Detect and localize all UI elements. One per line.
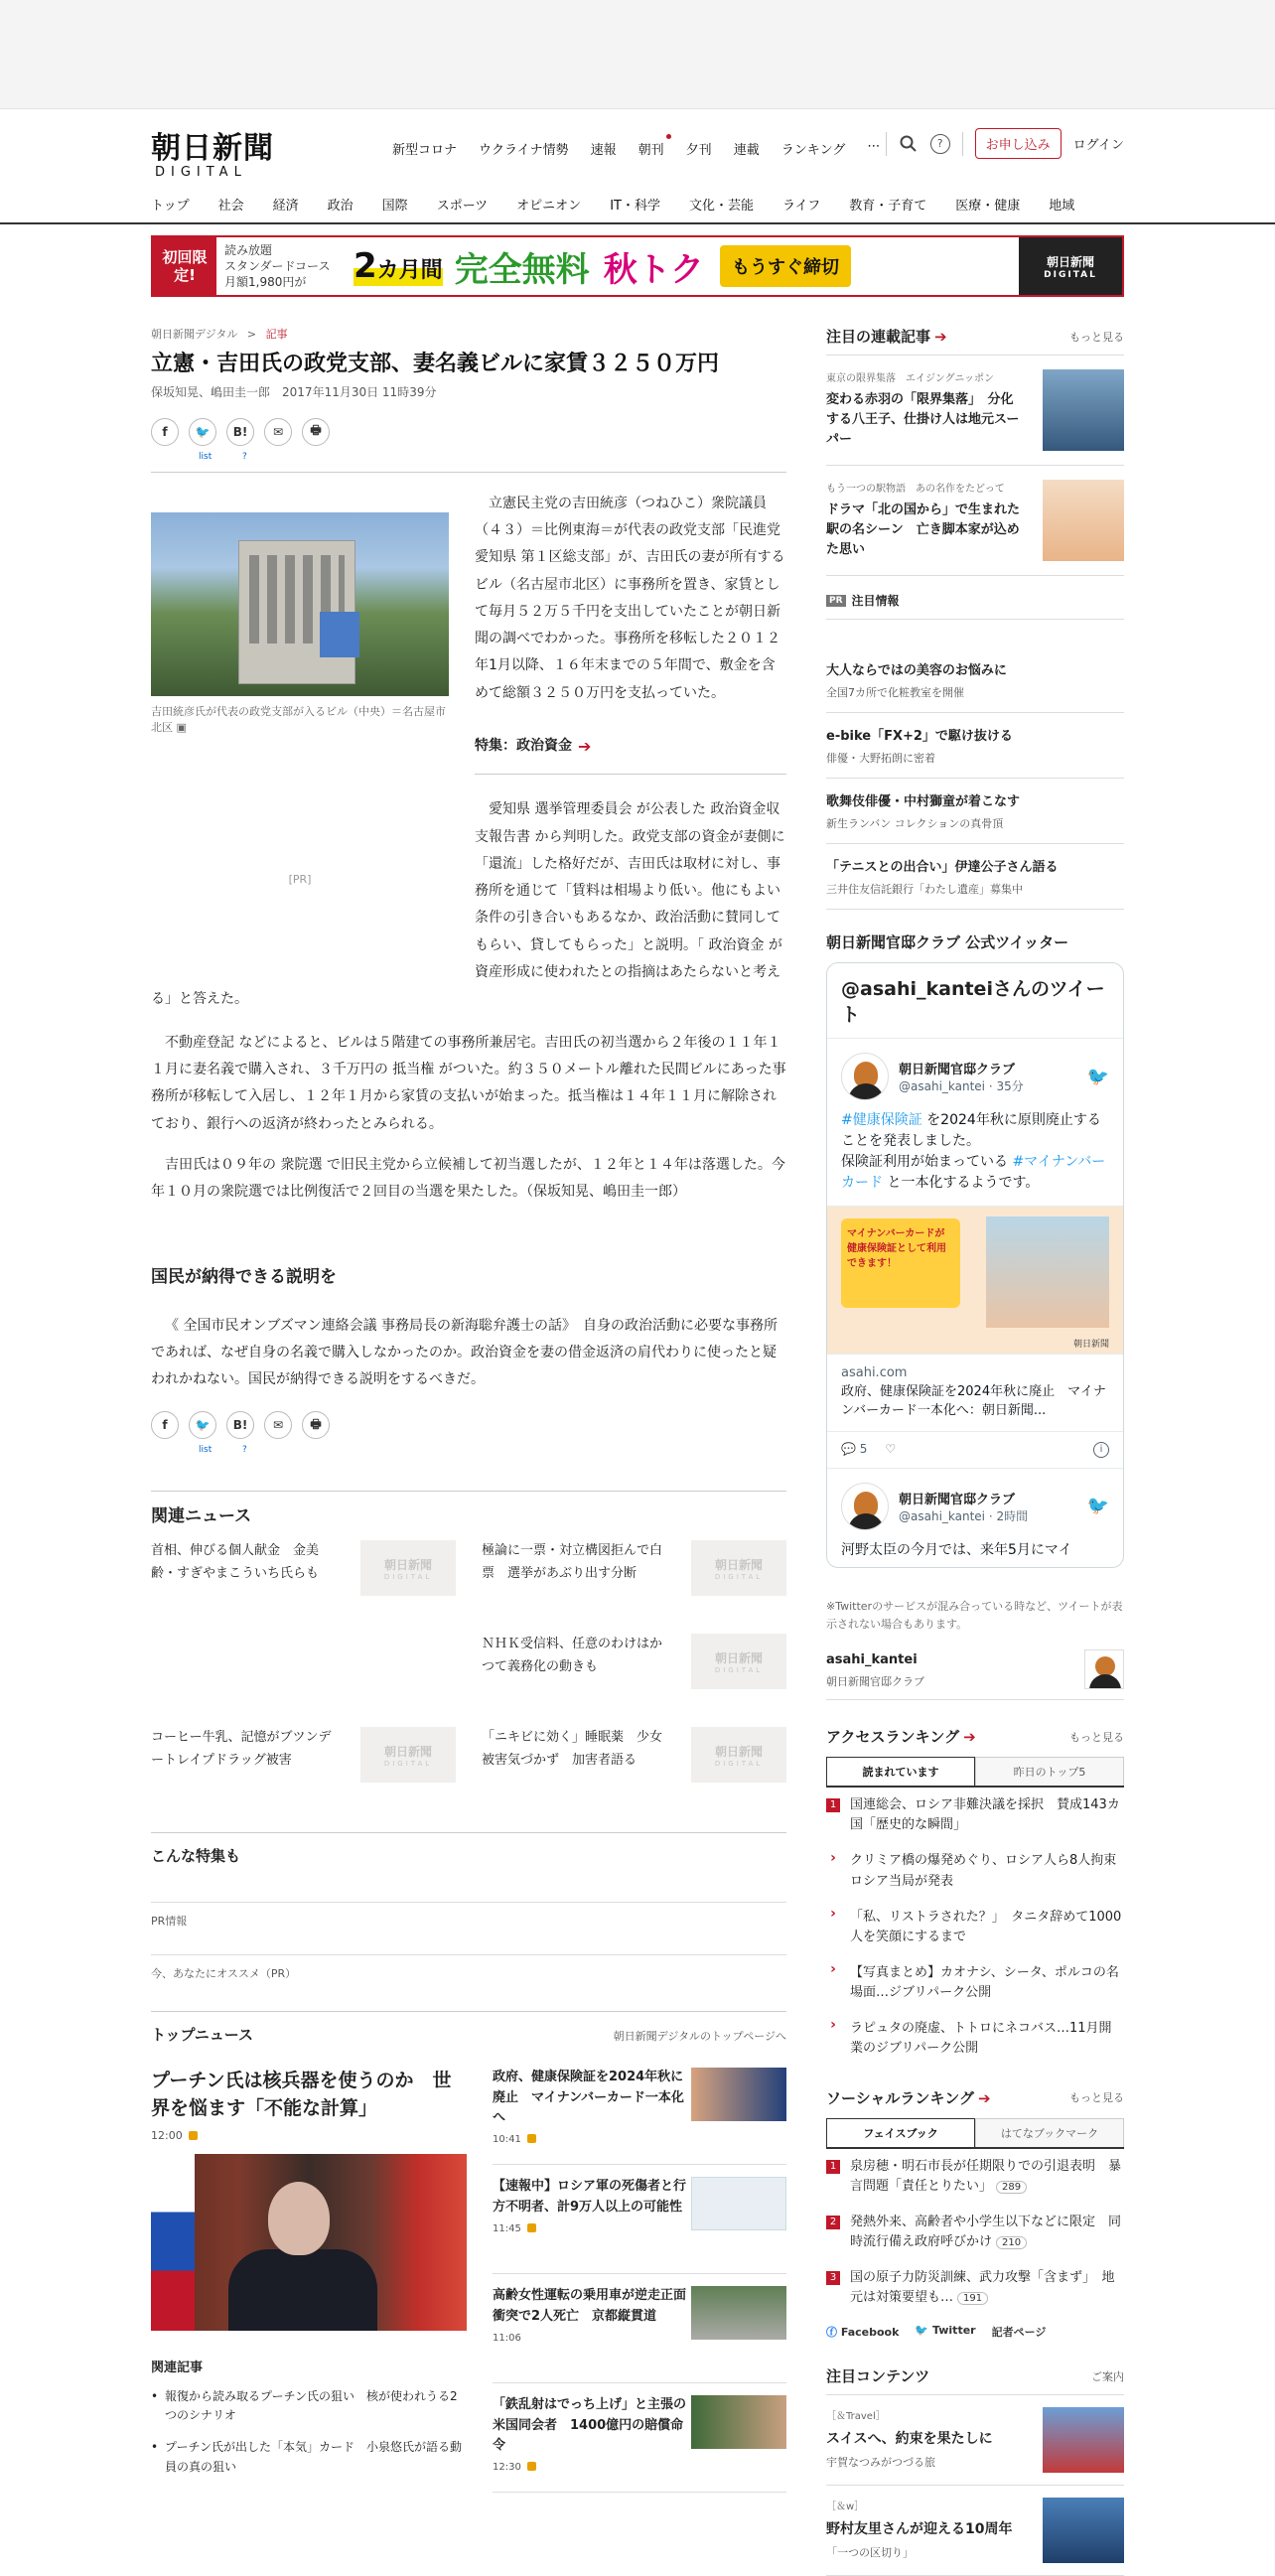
section-heading: 国民が納得できる説明を <box>151 1267 337 1288</box>
featured-item[interactable] <box>826 2486 1124 2576</box>
account-handle: asahi_kantei <box>826 1652 918 1668</box>
logo-en: DIGITAL <box>155 165 247 180</box>
ranking-item[interactable] <box>826 2011 1124 2067</box>
series-thumb <box>1043 369 1124 451</box>
related-item-title: 極論に一票・対立構図拒んで白票 選挙があぶり出す分断 <box>482 1543 663 1581</box>
paragraph: 不動産登記 などによると、ビルは５階建ての事務所兼居宅。吉田氏の初当選から２年後の１１年１１月に妻名義で購入され、３千万円の 抵当権 がついた。約３５０メートル離れた民間ビルにあった事務所が移転して入居し、１２年１月から家賃の支払いが始まった。抵当権は１４年１１月に解除されており、銀行への返済が終わったとみられる。 <box>151 1034 786 1132</box>
nav-yukan[interactable]: 夕刊 <box>685 143 712 158</box>
featured-kicker: ［＆w］ <box>826 2502 865 2513</box>
ranking-item[interactable] <box>826 1955 1124 2011</box>
rank-text: 「私、リストラされた？」 タニタ辞めて1000人を笑顔にするまで <box>850 1909 1122 1944</box>
thumb-placeholder <box>691 1540 786 1596</box>
share-count: 210 <box>996 2236 1027 2249</box>
series-title-text: ドラマ「北の国から」で生まれた駅の名シーン 亡き脚本家が込めた思い <box>826 502 1021 558</box>
mail-icon[interactable]: ✉ <box>264 418 292 446</box>
series-header <box>826 326 1124 356</box>
access-ranking <box>826 1726 1130 2067</box>
arrow-right-icon: › <box>830 1849 836 1866</box>
pr-item-title: e-bike「FX+2」で駆け抜ける <box>826 729 1013 744</box>
featured-thumb <box>1043 2498 1124 2563</box>
paragraph: 吉田氏は０９年の 衆院選 で旧民主党から立候補して初当選したが、１２年と１４年は落選した。今年１０月の衆院選では比例復活で２回目の当選を果たした。（保坂知晃、嶋田圭一郎） <box>151 1156 785 1201</box>
tweet-handle: @asahi_kantei · 2時間 <box>899 1508 1029 1523</box>
tweet-text-part: 保険証利用が始まっている <box>841 1154 1013 1171</box>
tab-yesterday-top5[interactable]: 昨日のトップ5 <box>975 1757 1124 1786</box>
share-count: 191 <box>957 2292 988 2305</box>
nav-choukan[interactable]: 朝刊 <box>638 139 664 158</box>
twitter-icon[interactable]: 🐦 <box>189 1411 216 1439</box>
gnav-item[interactable]: 社会 <box>217 199 244 214</box>
series-kicker: もう一つの駅物語 あの名作をたどって <box>826 484 1005 495</box>
list-link[interactable]: list <box>199 451 212 462</box>
article-photo[interactable] <box>151 512 449 736</box>
konna-title: こんな特集も <box>151 1847 241 1866</box>
banner-brand <box>1019 237 1122 295</box>
item-time: 10:41 <box>493 2133 521 2145</box>
social-item[interactable] <box>826 2205 1124 2260</box>
thumb-sub: DIGITAL <box>714 1759 764 1768</box>
series-item[interactable] <box>826 356 1124 466</box>
campaign-banner[interactable] <box>151 235 1124 297</box>
help-icon[interactable]: ? <box>930 134 950 154</box>
topnews-item[interactable] <box>493 2286 786 2383</box>
related-item[interactable] <box>151 1540 456 1596</box>
account-avatar <box>1084 1649 1124 1689</box>
pr-title: 注目情報 <box>851 594 900 608</box>
related-item-title: 首相、伸びる個人献金 金美齢・すぎやまこういち氏らも <box>151 1543 320 1581</box>
banner-period <box>354 246 443 286</box>
header-actions <box>886 128 1124 159</box>
thumb-sub: DIGITAL <box>714 1665 764 1674</box>
pr-header <box>826 592 1124 620</box>
featured-thumb <box>1043 2407 1124 2473</box>
site-header <box>0 109 1275 224</box>
search-icon[interactable] <box>899 134 919 154</box>
gnav-item[interactable]: 地域 <box>1049 199 1075 214</box>
banner-deadline: もうすぐ締切 <box>720 245 851 287</box>
gnav-item[interactable]: 文化・芸能 <box>688 199 754 214</box>
top-nav <box>392 139 902 158</box>
timeline-title: @asahi_kanteiさんのツイート <box>827 963 1123 1039</box>
tweet-text-part: と一本化するようです。 <box>883 1175 1040 1192</box>
paragraph: 愛知県 選挙管理委員会 が公表した 政治資金収支報告書 から判明した。政党支部の資金が妻側に「還流」した格好だが、吉田氏は取材に対し、事務所を通じて「賃料は相場より低い。他にもよい条件の引き合いもあるなか、政治活動に賛同してもらい、貸してもらった」と説明。「 政治資金 が資産形成に使われたとの指摘はあたらないと考える」と答えた。 <box>151 801 785 1008</box>
hatena-icon[interactable]: B! <box>226 418 254 446</box>
share-count: 289 <box>996 2181 1027 2194</box>
print-icon[interactable]: 🖶 <box>302 418 330 446</box>
tweet-handle: @asahi_kantei · 35分 <box>899 1079 1024 1094</box>
ranking-item[interactable] <box>826 1900 1124 1955</box>
reporter-page-link[interactable]: 記者ページ <box>991 2326 1047 2340</box>
rank-text: 国連総会、ロシア非難決議を採択 賛成143カ国「歴史的な瞬間」 <box>850 1797 1120 1833</box>
subscribe-button[interactable]: お申し込み <box>975 128 1062 159</box>
thumb-text: 朝日新聞 <box>383 1744 432 1759</box>
nav-ranking[interactable]: ランキング <box>780 143 846 158</box>
divider <box>151 472 786 473</box>
featured-item-sub: 宇賀なつみがつづる旅 <box>826 2456 935 2470</box>
pr-item[interactable] <box>826 779 1124 844</box>
featured-item-title: スイスへ、約束を果たしに <box>826 2431 993 2448</box>
paragraph: 《 全国市民オンブズマン連絡会議 事務局長の新海聡弁護士の話》 自身の政治活動に必要な事務所であれば、なぜ自身の名義で購入しなかったのか。政治資金を妻の借金返済の肩代わりに使ったと疑われかねない。国民が納得できる説明をするべきだ。 <box>151 1317 779 1388</box>
ranking-header <box>826 1726 1124 1747</box>
tweet-text: 河野太臣の今月では、来年5月にマイ <box>841 1541 1072 1558</box>
thumb-placeholder <box>360 1727 456 1783</box>
login-link[interactable]: ログイン <box>1072 138 1124 153</box>
special-features <box>151 1832 786 1981</box>
item-time: 12:30 <box>493 2461 521 2473</box>
face-shape <box>268 2182 330 2255</box>
reply-button[interactable]: 💬 5 <box>841 1441 868 1456</box>
info-icon[interactable]: i <box>1093 1442 1109 1458</box>
rank-number-icon: 2 <box>826 2216 840 2229</box>
topnews-item[interactable] <box>493 2177 786 2274</box>
tweet-author: 朝日新聞官邸クラブ <box>899 1492 1016 1507</box>
card-domain: asahi.com <box>841 1365 908 1381</box>
arrow-right-icon: › <box>830 1961 836 1978</box>
thumb-placeholder <box>691 1727 786 1783</box>
more-link[interactable]: もっと見る <box>1069 1730 1124 1744</box>
guide-link[interactable]: ご案内 <box>1091 2369 1124 2383</box>
gnav-item[interactable]: IT・科学 <box>610 199 660 214</box>
related-item-title: ＮＨＫ受信料、任意のわけはかつて義務化の動きも <box>482 1637 663 1674</box>
rank-number-icon: 3 <box>826 2271 840 2285</box>
tweet-card[interactable] <box>827 1206 1123 1431</box>
gnav-item[interactable]: トップ <box>151 199 190 214</box>
featured-item[interactable] <box>826 2395 1124 2486</box>
gnav-item[interactable]: 国際 <box>381 199 408 214</box>
top-news <box>151 2011 786 2474</box>
pr-item[interactable] <box>826 844 1124 910</box>
item-title: 「鉄乱射はでっち上げ」と主張の米国同会者 1400億円の賠償命令 <box>493 2397 687 2453</box>
related-article[interactable]: • 報復から読み取るプーチン氏の狙い 核が使われうる2つのシナリオ <box>151 2387 467 2427</box>
site-logo[interactable] <box>151 123 280 180</box>
card-image-text: マイナンバーカードが健康保険証として利用できます！ <box>841 1218 960 1308</box>
rank-number-icon: 1 <box>826 2160 840 2174</box>
tweet-actions <box>827 1431 1123 1468</box>
pr-item[interactable] <box>826 647 1124 713</box>
list-link[interactable]: list <box>199 1445 212 1456</box>
facebook-icon[interactable]: f <box>151 1411 179 1439</box>
tab-facebook[interactable]: フェイスブック <box>826 2118 975 2147</box>
like-icon[interactable]: ♡ <box>885 1441 897 1456</box>
arrow-right-icon: › <box>830 2017 836 2034</box>
featured-item-title: 野村友里さんが迎える10周年 <box>826 2521 1013 2538</box>
thumb-sub: DIGITAL <box>383 1759 433 1768</box>
item-title: 【速報中】ロシア軍の死傷者と行方不明者、計9万人以上の可能性 <box>493 2179 687 2215</box>
facebook-label: Facebook <box>840 2326 900 2340</box>
topnews-item[interactable] <box>493 2395 786 2493</box>
pr-item[interactable] <box>826 713 1124 779</box>
hashtag[interactable]: #健康保険証 <box>841 1112 922 1129</box>
gnav-item[interactable]: 医療・健康 <box>955 199 1021 214</box>
pr-item-sub: 俳優・大野拓朗に密着 <box>826 752 935 765</box>
social-text: 国の原子力防災訓練、武力攻撃「含まず」 地元は対策要望も… <box>850 2270 1115 2306</box>
topnews-item[interactable] <box>493 2068 786 2165</box>
tweet-author: 朝日新聞官邸クラブ <box>899 1063 1016 1078</box>
card-watermark: 朝日新聞 <box>1072 1340 1109 1351</box>
related-news <box>151 1491 786 1783</box>
divider <box>962 132 963 156</box>
lock-icon <box>189 2131 198 2140</box>
photo-caption <box>151 704 449 736</box>
pr-item-sub: 三井住友信託銀行「わたし遺産」募集中 <box>826 883 1023 896</box>
lock-icon <box>527 2462 536 2471</box>
social-item[interactable] <box>826 2149 1124 2205</box>
gnav-item[interactable]: 教育・子育て <box>849 199 927 214</box>
series-thumb <box>1043 480 1124 561</box>
item-thumb <box>691 2177 786 2230</box>
share-bar-bottom <box>151 1411 786 1461</box>
nav-ukraine[interactable]: ウクライナ情勢 <box>479 143 569 158</box>
series-title-text: 変わる赤羽の「限界集落」 分化する八王子、仕掛け人は地元スーパー <box>826 392 1020 448</box>
divider <box>475 774 786 775</box>
twitter-link[interactable]: 🐦 Twitter <box>915 2324 976 2338</box>
item-thumb <box>691 2395 786 2449</box>
gnav-item[interactable]: 経済 <box>272 199 299 214</box>
card-text: 政府、健康保険証を2024年秋に廃止 マイナンバーカード一本化へ：朝日新聞... <box>841 1384 1106 1418</box>
pr-item-title: 「テニスとの出合い」伊達公子さん語る <box>826 860 1059 875</box>
banner-desc-line: 読み放題 <box>224 242 273 257</box>
account-name: 朝日新聞官邸クラブ <box>826 1675 924 1689</box>
banner-brand-jp: 朝日新聞 <box>1046 254 1094 269</box>
related-article[interactable]: • プーチン氏が出した「本気」カード 小泉悠氏が語る動員の真の狙い <box>151 2438 467 2478</box>
rank-text: 【写真まとめ】カオナシ、シータ、ポルコの名場面…ジブリパーク公開 <box>850 1965 1119 2001</box>
series-title: 注目の連載記事 <box>826 328 931 346</box>
pr-item-title: 大人ならではの美容のお悩みに <box>826 663 1007 678</box>
social-header <box>826 2087 1124 2108</box>
banner-campaign: 秋トク <box>603 249 705 290</box>
ranking-item[interactable] <box>826 1843 1130 1899</box>
thumb-text: 朝日新聞 <box>714 1650 763 1665</box>
arrow-right-icon[interactable]: ➔ <box>977 2088 991 2107</box>
topnews-title: トップニュース <box>151 2026 254 2045</box>
banner-free: 完全無料 <box>454 249 590 290</box>
thumb-text: 朝日新聞 <box>383 1557 432 1572</box>
avatar[interactable] <box>841 1483 889 1530</box>
tab-hatena[interactable]: はてなブックマーク <box>975 2118 1124 2147</box>
related-item[interactable] <box>482 1540 786 1596</box>
twitter-section-title: 朝日新聞官邸クラブ 公式ツイッター <box>826 933 1069 951</box>
more-link[interactable]: もっと見る <box>1069 330 1124 344</box>
publish-date: 2017年11月30日 11時39分 <box>282 384 437 399</box>
social-text: 発熱外来、高齢者や小学生以下などに限定 同時流行備え政府呼びかけ <box>850 2214 1122 2250</box>
twitter-bird-icon: 🐦 <box>1086 1496 1109 1517</box>
nav-rensai[interactable]: 連載 <box>733 143 760 158</box>
expand-icon[interactable]: ▣ <box>176 720 187 734</box>
facebook-icon[interactable]: f <box>151 418 179 446</box>
thumb-placeholder <box>360 1540 456 1596</box>
banner-unit: カ月間 <box>376 258 443 283</box>
global-nav <box>151 195 1103 214</box>
feature-link[interactable] <box>475 731 786 762</box>
featured-kicker: ［＆Travel］ <box>826 2411 886 2423</box>
hatena-icon[interactable]: B! <box>226 1411 254 1439</box>
nav-more-icon[interactable]: ⋯ <box>867 139 881 154</box>
series-kicker: 東京の限界集落 エイジングニッポン <box>826 373 994 384</box>
thumb-text: 朝日新聞 <box>714 1557 763 1572</box>
banner-desc-line: 月額1,980円が <box>224 275 307 290</box>
sign-shape <box>320 612 359 657</box>
rank-number-icon: 1 <box>826 1798 840 1812</box>
related-item-empty <box>151 1634 456 1689</box>
twitter-note: ※Twitterのサービスが混み合っている時など、ツイートが表示されない場合もあります。 <box>826 1600 1123 1631</box>
tweet[interactable] <box>827 1468 1123 1561</box>
featured-title: 注目コンテンツ <box>826 2367 930 2386</box>
gnav-item[interactable]: オピニオン <box>516 199 582 214</box>
more-link[interactable]: もっと見る <box>1069 2091 1124 2105</box>
pr-item-title: 歌舞伎俳優・中村獅童が着こなす <box>826 794 1021 809</box>
share-bar <box>151 418 786 468</box>
related-title: 関連ニュース <box>151 1506 252 1527</box>
featured-content <box>826 2365 1124 2576</box>
flag-shape <box>151 2154 195 2331</box>
sidebar <box>826 326 1130 2576</box>
pr-tag: PR <box>826 595 846 607</box>
featured-header <box>826 2365 1124 2395</box>
related-item[interactable] <box>482 1727 786 1783</box>
arrow-right-icon: › <box>830 1905 836 1922</box>
item-thumb <box>691 2068 786 2121</box>
related-item[interactable] <box>482 1634 786 1689</box>
hashtag[interactable]: #マイナンバーカード <box>841 1154 1106 1192</box>
related-item[interactable] <box>151 1727 456 1783</box>
item-thumb <box>691 2286 786 2340</box>
lead-title: プーチン氏は核兵器を使うのか 世界を悩ます「不能な計算」 <box>151 2070 452 2119</box>
recommend-pr[interactable]: 今、あなたにオススメ（PR） <box>151 1954 786 1981</box>
avatar[interactable] <box>841 1053 889 1100</box>
featured-item-sub: 「一つの区切り」 <box>826 2546 914 2560</box>
ranking-title: アクセスランキング <box>826 1728 960 1747</box>
related-item-title: コーヒー牛乳、記憶がブツンデートレイプドラッグ被害 <box>151 1730 332 1768</box>
tab-most-read[interactable]: 読まれています <box>826 1757 975 1786</box>
card-image <box>827 1207 1123 1354</box>
social-ranking <box>826 2087 1124 2341</box>
logo-jp: 朝日新聞 <box>151 131 274 166</box>
divider <box>886 132 887 156</box>
pr-info[interactable]: PR情報 <box>151 1902 786 1929</box>
breadcrumb <box>151 326 786 342</box>
byline: 保坂知晃、嶋田圭一郎 <box>151 384 271 399</box>
card-caption <box>827 1354 1123 1431</box>
social-item[interactable] <box>826 2260 1124 2316</box>
rank-text: クリミア橋の爆発めぐり、ロシア人ら8人拘束 ロシア当局が発表 <box>850 1853 1130 1889</box>
tweet[interactable] <box>827 1039 1123 1468</box>
spacer <box>826 620 1124 647</box>
article-column <box>151 326 786 2474</box>
print-icon[interactable]: 🖶 <box>302 1411 330 1439</box>
lock-icon <box>527 2223 536 2232</box>
mail-icon[interactable]: ✉ <box>264 1411 292 1439</box>
series-item[interactable] <box>826 466 1124 576</box>
sns-links <box>826 2324 1124 2340</box>
lock-icon <box>527 2134 536 2143</box>
gnav-item[interactable]: ライフ <box>781 199 821 214</box>
social-title: ソーシャルランキング <box>826 2088 974 2107</box>
caption-text: 吉田統彦氏が代表の政党支部が入るビル（中央）＝名古屋市北区 <box>151 704 446 734</box>
banner-brand-en: DIGITAL <box>1044 269 1097 280</box>
arrow-right-icon[interactable]: ➔ <box>963 1728 976 1747</box>
pr-item-sub: 新生ランバン コレクションの真骨頂 <box>826 817 1004 830</box>
gnav-item[interactable]: スポーツ <box>436 199 489 214</box>
tweet-text <box>841 1110 1109 1194</box>
nav-corona[interactable]: 新型コロナ <box>392 143 458 158</box>
lead-time <box>151 2129 467 2142</box>
thumb-placeholder <box>691 1634 786 1689</box>
item-title: 高齢女性運転の乗用車が逆走正面衝突で2人死亡 京都縦貫道 <box>493 2288 687 2324</box>
item-title: 政府、健康保険証を2024年秋に廃止 マイナンバーカード一本化へ <box>493 2070 684 2125</box>
related-articles-label: 関連記事 <box>151 2360 204 2375</box>
help-link[interactable]: ? <box>242 451 247 462</box>
crumb-sep: > <box>246 328 257 341</box>
ranking-item[interactable] <box>826 1788 1124 1843</box>
time-text: 12:00 <box>151 2128 183 2142</box>
thumb-text: 朝日新聞 <box>714 1744 763 1759</box>
rank-text: ラピュタの廃虚、トトロにネコバス…11月開業のジブリパーク公開 <box>850 2021 1112 2057</box>
tweet-text-part: を2024年秋に原則廃止することを発表しました。 <box>841 1112 1101 1150</box>
pr-item-sub: 全国7カ所で化粧教室を開催 <box>826 686 964 699</box>
article-title: 立憲・吉田氏の政党支部、妻名義ビルに家賃３２５０万円 <box>151 352 720 376</box>
social-text: 泉房穂・明石市長が任期限りでの引退表明 暴言問題「責任とりたい」 <box>850 2158 1122 2194</box>
suit-shape <box>228 2249 377 2331</box>
twitter-bird-icon: 🐦 <box>1086 1066 1109 1087</box>
related-item-title: 「ニキビに効く」睡眠薬 少女被害気づかず 加害者語る <box>482 1730 663 1768</box>
topnews-list <box>493 2068 786 2504</box>
crumb-home[interactable]: 朝日新聞デジタル <box>151 328 238 341</box>
twitter-icon[interactable]: 🐦 <box>189 418 216 446</box>
thumb-sub: DIGITAL <box>383 1572 433 1581</box>
arrow-right-icon[interactable]: ➔ <box>934 328 947 346</box>
twitter-account[interactable] <box>826 1648 1124 1700</box>
paragraph: 立憲民主党の吉田統彦（つねひこ）衆院議員（４３）＝比例東海＝が代表の政党支部「民進党 愛知県 第１区総支部」が、吉田氏の妻が所有するビル（名古屋市北区）に事務所を置き、家賃として毎月５２万５千円を支出していたことが朝日新聞の調べでわかった。事務所を移転した２０１２年1月以降、１６年末までの５年間で、敷金を含めて総額３２５０万円を支払っていた。 <box>475 495 785 701</box>
banner-badge: 初回限定! <box>153 237 216 295</box>
arrow-right-icon: ➔ <box>578 737 592 757</box>
banner-desc <box>216 242 354 291</box>
thumb-sub: DIGITAL <box>714 1572 764 1581</box>
ranking-tabs <box>826 1757 1124 1788</box>
article-meta <box>151 383 786 400</box>
gnav-item[interactable]: 政治 <box>327 199 354 214</box>
ad-strip <box>0 0 1275 109</box>
twitter-label: Twitter <box>931 2324 976 2338</box>
card-photo <box>986 1216 1109 1328</box>
banner-num: 2 <box>354 246 377 286</box>
social-tabs <box>826 2118 1124 2149</box>
crumb-current: 記事 <box>265 328 288 341</box>
twitter-timeline[interactable] <box>826 962 1124 1568</box>
reply-count: 5 <box>859 1441 868 1456</box>
pr-ad-slot[interactable]: [PR] <box>288 872 312 886</box>
nav-sokuho[interactable]: 速報 <box>590 143 617 158</box>
topnews-link[interactable]: 朝日新聞デジタルのトップページへ <box>613 2030 786 2044</box>
feature-label: 特集：政治資金 <box>475 738 572 754</box>
help-link[interactable]: ? <box>242 1445 247 1456</box>
lead-photo <box>151 2154 467 2331</box>
banner-desc-line: スタンダードコース <box>224 258 331 273</box>
building-photo <box>151 512 449 696</box>
article-body <box>151 491 786 1394</box>
topnews-lead[interactable] <box>151 2068 467 2477</box>
item-time: 11:45 <box>493 2222 521 2234</box>
item-time: 11:06 <box>493 2332 521 2344</box>
facebook-link[interactable]: ⓕ Facebook <box>826 2326 900 2340</box>
